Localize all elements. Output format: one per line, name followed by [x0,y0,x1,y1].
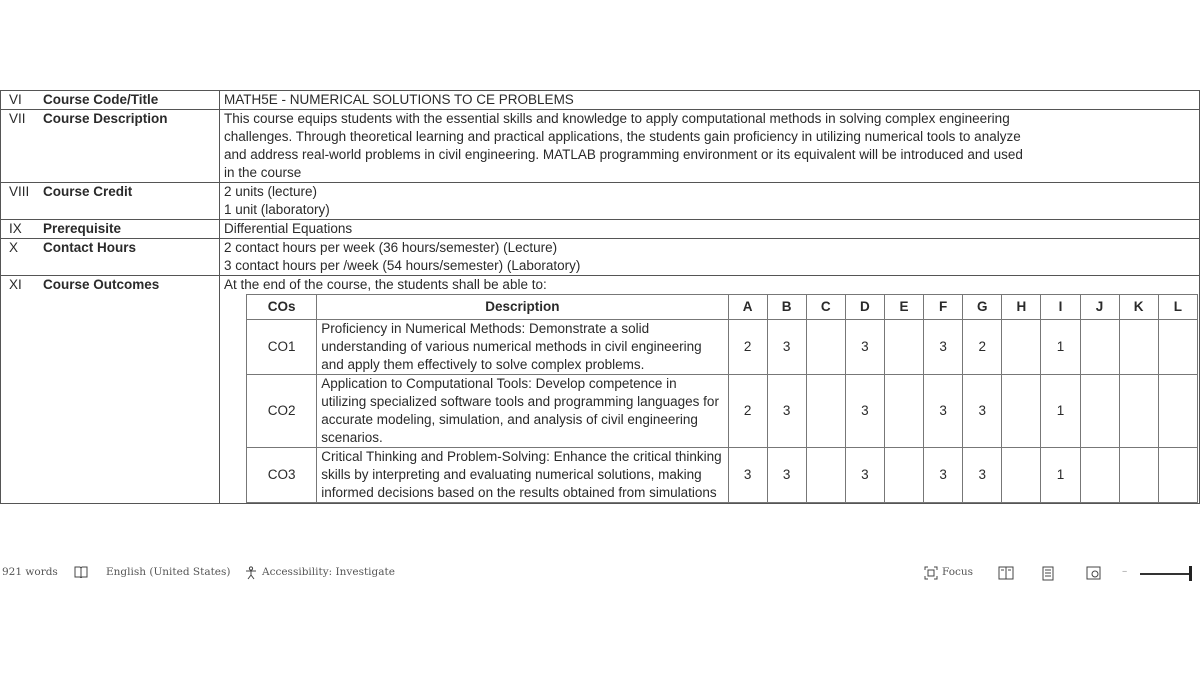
co-score [1158,448,1197,503]
header-cos: COs [247,295,317,320]
co-score: 3 [963,448,1002,503]
web-layout-icon[interactable] [1086,566,1101,580]
co-score [884,448,923,503]
co-code: CO2 [247,375,317,448]
header-po-column: J [1080,295,1119,320]
co-description: Application to Computational Tools: Develop competence in utilizing specialized software tools and programming languages for accurate modeling, simulation, and analysis of civil engineering scenarios. [317,375,728,448]
table-row [247,448,1198,503]
row-number: X [1,239,40,276]
row-value [220,110,1200,183]
co-description: Proficiency in Numerical Methods: Demonstrate a solid understanding of various numerical methods in civil engineering and apply them effectively to solve complex problems. [317,320,728,375]
row-value-line: This course equips students with the essential skills and knowledge to apply computational methods in solving complex engineering [224,111,1010,126]
focus-icon[interactable] [924,566,938,580]
header-po-column: H [1002,295,1041,320]
co-score [806,375,845,448]
co-score: 3 [924,375,963,448]
outcomes-header-row [247,295,1198,320]
header-po-column: D [845,295,884,320]
course-outcomes-row [1,276,1200,504]
row-value [220,276,1200,504]
header-po-column: L [1158,295,1197,320]
co-score: 3 [767,448,806,503]
header-po-column: K [1119,295,1158,320]
co-score: 2 [728,375,767,448]
header-po-column: B [767,295,806,320]
co-score [884,320,923,375]
info-row [1,239,1200,276]
row-value-line: in the course [224,165,302,180]
co-score: 1 [1041,448,1080,503]
accessibility-status[interactable]: Accessibility: Investigate [262,566,395,578]
row-value-line: and address real-world problems in civil engineering. MATLAB programming environment or its equivalent will be introduced and used [224,147,1023,162]
word-count[interactable]: 921 words [2,566,58,578]
read-mode-icon[interactable] [998,566,1014,580]
print-layout-icon[interactable] [1042,566,1054,581]
info-row [1,183,1200,220]
header-po-column: C [806,295,845,320]
header-description: Description [317,295,728,320]
document-page [0,90,1200,542]
row-value [220,239,1200,276]
row-label: Course Credit [39,183,220,220]
co-score [1158,375,1197,448]
co-score [806,320,845,375]
row-number: VIII [1,183,40,220]
co-score [1002,448,1041,503]
info-row [1,220,1200,239]
row-label: Course Outcomes [39,276,220,504]
co-score: 3 [845,320,884,375]
info-row [1,91,1200,110]
zoom-slider[interactable] [1140,573,1192,575]
status-bar [0,558,1200,588]
row-number: VII [1,110,40,183]
row-number: VI [1,91,40,110]
focus-button[interactable]: Focus [942,566,974,578]
header-po-column: I [1041,295,1080,320]
header-po-column: F [924,295,963,320]
proofing-book-icon[interactable] [74,566,88,578]
co-code: CO1 [247,320,317,375]
co-code: CO3 [247,448,317,503]
language-indicator[interactable]: English (United States) [106,566,231,578]
header-po-column: G [963,295,1002,320]
co-score: 2 [963,320,1002,375]
row-value-line: 2 contact hours per week (36 hours/semester) (Lecture) [224,240,558,255]
course-outcomes-table [246,294,1198,503]
co-score [1119,375,1158,448]
co-score: 3 [963,375,1002,448]
row-value-line: challenges. Through theoretical learning and practical applications, the students gain proficiency in utilizing numerical tools to analyze [224,129,1021,144]
row-number: XI [1,276,40,504]
co-score: 3 [924,448,963,503]
row-value-line: Differential Equations [224,221,353,236]
co-score [1119,320,1158,375]
co-score [1080,448,1119,503]
co-score: 3 [767,320,806,375]
row-value-line: MATH5E - NUMERICAL SOLUTIONS TO CE PROBLEMS [224,92,574,107]
zoom-slider-handle[interactable] [1189,566,1192,581]
co-score [1002,375,1041,448]
row-value-line: 1 unit (laboratory) [224,202,330,217]
table-row [247,375,1198,448]
co-description: Critical Thinking and Problem-Solving: Enhance the critical thinking skills by interpreting and evaluating numerical solutions, making informed decisions based on the results obtained from simulations [317,448,728,503]
co-score [1002,320,1041,375]
row-value [220,183,1200,220]
co-score: 1 [1041,320,1080,375]
co-score: 2 [728,320,767,375]
row-label: Course Code/Title [39,91,220,110]
co-score [1080,320,1119,375]
outcomes-intro: At the end of the course, the students shall be able to: [224,277,547,292]
row-number: IX [1,220,40,239]
info-row [1,110,1200,183]
row-value-line: 3 contact hours per /week (54 hours/semester) (Laboratory) [224,258,581,273]
co-score: 3 [728,448,767,503]
co-score [1158,320,1197,375]
co-score [884,375,923,448]
row-label: Contact Hours [39,239,220,276]
row-label: Prerequisite [39,220,220,239]
co-score: 3 [924,320,963,375]
row-value [220,220,1200,239]
co-score: 3 [845,375,884,448]
co-score: 3 [845,448,884,503]
co-score [1119,448,1158,503]
header-po-column: A [728,295,767,320]
row-value [220,91,1200,110]
row-label: Course Description [39,110,220,183]
row-value-line: 2 units (lecture) [224,184,318,199]
course-info-table [0,90,1200,504]
co-score [1080,375,1119,448]
zoom-out-icon[interactable]: – [1122,565,1128,577]
table-row [247,320,1198,375]
accessibility-icon[interactable] [244,566,258,580]
co-score [806,448,845,503]
co-score: 1 [1041,375,1080,448]
header-po-column: E [884,295,923,320]
co-score: 3 [767,375,806,448]
